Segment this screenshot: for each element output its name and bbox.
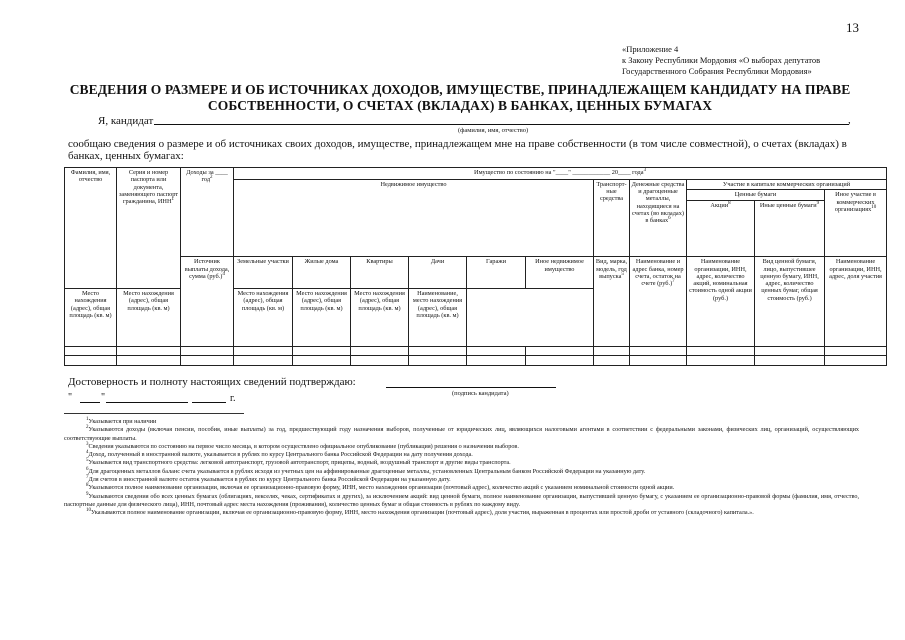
header-income-source-text: Источник выплаты дохода, сумма (руб.): [184, 258, 230, 280]
table-cell[interactable]: [234, 356, 293, 366]
footnote-text: Указываются доходы (включая пенсии, пособия, иные выплаты) за год, предшествующий году назначения выборов, полученные от юридических лиц, являющихся налоговыми агентами в соответствии с федеральными законами, физических лиц, организаций, осуществляющих соответствующие выплаты.: [64, 426, 859, 442]
appendix-line: «Приложение 4: [622, 44, 679, 54]
table-cell[interactable]: [117, 356, 181, 366]
table-cell[interactable]: [594, 346, 630, 355]
header-apartments-detail: Место нахождения (адрес), общая площадь (кв. м): [234, 288, 293, 346]
header-houses: Жилые дома: [293, 257, 351, 289]
header-other-securities: Иные ценные бумаги$^9$: [755, 201, 825, 257]
footnote: $^6$Для драгоценных металлов баланс счета указывается в рублях исходя из учетных цен на аффинированные драгоценные металлы, установленных Центральным банком Российской Федерации на указанную дату.: [86, 466, 646, 475]
table-cell[interactable]: [181, 356, 234, 366]
header-other-real-estate-detail: Наименование, место нахождения (адрес), общая площадь (кв. м): [409, 288, 467, 346]
title-line: СВЕДЕНИЯ О РАЗМЕРЕ И ОБ ИСТОЧНИКАХ ДОХОДОВ, ИМУЩЕСТВЕ, ПРИНАДЛЕЖАЩЕМ КАНДИДАТУ НА ПРАВЕ: [69, 82, 851, 97]
header-shares: Акции$^8$: [687, 201, 755, 257]
header-participation: Участие в капитале коммерческих организаций: [687, 179, 887, 190]
appendix-reference: [622, 44, 820, 77]
table-cell[interactable]: [351, 346, 409, 355]
header-houses-detail: Место нахождения (адрес), общая площадь (кв. м): [117, 288, 181, 346]
candidate-name-field[interactable]: [154, 124, 849, 125]
header-money: Денежные средства и драгоценные металлы, находящиеся на счетах (во вкладах) в банках$^6$: [630, 179, 687, 257]
footnote-text: Доход, полученный в иностранной валюте, указывается в рублях по курсу Центрального банка Российской Федерации на дату получения дохода.: [88, 451, 473, 459]
header-transport: Транспорт-ные средства: [594, 179, 630, 257]
footnote-text: Сведения указываются по состоянию на первое число месяца, в котором осуществлено официальное опубликование (публикация) решения о назначении выборов.: [88, 442, 519, 450]
header-garages-detail: Место нахождения (адрес), общая площадь (кв. м): [351, 288, 409, 346]
footnote: $^9$Указываются сведения обо всех ценных бумагах (облигациях, векселях, чеках, сертификатах и других), за исключением акций: вид ценной бумаги, полное наименование организации, выпустившей ценную бумагу, с указанием ее организационно-правовой формы (фамилия, имя, отчество, паспортные данные для физического лица), ИНН, почтовый адрес места нахождения (проживания), количество ценных бумаг и общая стоимость в рублях по каждому виду.: [64, 491, 859, 508]
table-cell[interactable]: [65, 356, 117, 366]
footnote: $^3$Сведения указываются по состоянию на первое число месяца, в котором осуществлено официальное опубликование (публикация) решения о назначении выборов.: [86, 441, 519, 450]
table-cell[interactable]: [630, 346, 687, 355]
header-shares-detail: Наименование организации, ИНН, адрес, количество акций, номинальная стоимость одной акции (руб.): [687, 257, 755, 347]
header-shares-text: Акции: [710, 202, 729, 210]
table-cell[interactable]: [181, 346, 234, 355]
declaration-table: [64, 167, 887, 366]
report-statement: сообщаю сведения о размере и об источниках своих доходов, имуществе, принадлежащем мне на праве собственности (в том числе совместной), о счетах (вкладах) в банках, ценных бумагах:: [68, 138, 847, 162]
header-land-detail: Место нахождения (адрес), общая площадь (кв. м): [65, 288, 117, 346]
table-cell[interactable]: [526, 346, 594, 355]
header-property-state-text: Имущество по состоянию на "____" ____________ 20____ года: [474, 169, 644, 176]
footnote: $^7$Для счетов в иностранной валюте остаток указывается в рублях по курсу Центрального банка Российской Федерации на указанную дату.: [86, 475, 451, 484]
header-land: Земельные участки: [234, 257, 293, 289]
header-apartments: Квартиры: [351, 257, 409, 289]
table-cell[interactable]: [825, 346, 887, 355]
appendix-line: к Закону Республики Мордовия «О выборах депутатов: [622, 55, 821, 65]
footnote: $^5$Указывается вид транспортного средства: легковой автотранспорт, грузовой автотранспорт, прицепы, водный, воздушный транспорт и другие виды транспорта.: [86, 458, 511, 467]
footnote: $^4$Доход, полученный в иностранной валюте, указывается в рублях по курсу Центрального банка Российской Федерации на дату получения дохода.: [86, 450, 473, 459]
table-cell[interactable]: [825, 356, 887, 366]
date-year-field[interactable]: [192, 402, 226, 403]
footnote: $^2$Указываются доходы (включая пенсии, пособия, иные выплаты) за год, предшествующий году назначения выборов, полученные от юридических лиц, являющихся налоговыми агентами в соответствии с федеральными законами, физических лиц, организаций, осуществляющих соответствующие выплаты.: [64, 425, 859, 442]
comma: ,: [848, 114, 851, 126]
header-income: Доходы за ____ год$^2$: [181, 168, 234, 257]
header-other-participation-text: Иное участие в коммерческих организациях: [834, 191, 876, 214]
table-cell[interactable]: [293, 356, 351, 366]
year-suffix: г.: [230, 393, 236, 404]
header-other-real-estate: Иное недвижимое имущество: [526, 257, 594, 289]
header-securities: Ценные бумаги: [687, 190, 825, 201]
footnote: $^{10}$Указываются полное наименование организации, включая ее организационно-правовую форму, ИНН, место нахождения организации (почтовый адрес), доля участия, выраженная в процентах или простой дроби от уставного (складочного) капитала.».: [86, 508, 754, 517]
header-other-participation: Иное участие в коммерческих организациях$^{10}$: [825, 190, 887, 257]
footnote-text: Указываются полное наименование организации, включая ее организационно-правовую форму, ИНН, место нахождения организации (почтовый адрес), доля участия, выраженная в процентах или простой дроби от уставного (складочного) капитала.».: [91, 509, 754, 517]
table-cell[interactable]: [526, 356, 594, 366]
title-line: СОБСТВЕННОСТИ, О СЧЕТАХ (ВКЛАДАХ) В БАНКАХ, ЦЕННЫХ БУМАГАХ: [207, 98, 713, 113]
table-cell[interactable]: [755, 346, 825, 355]
table-cell[interactable]: [234, 346, 293, 355]
date-close-quote: ": [101, 392, 106, 403]
header-money-detail: Наименование и адрес банка, номер счета, остаток на счете $(руб.)^7$: [630, 257, 687, 347]
document-title: [40, 82, 880, 114]
candidate-label: Я, кандидат: [98, 115, 154, 127]
candidate-name-hint: (фамилия, имя, отчество): [458, 127, 529, 134]
header-transport-detail: Вид, марка, модель, год выпуска$^5$: [594, 257, 630, 347]
header-fio: Фамилия, имя, отчество: [65, 168, 117, 289]
confirmation-statement: Достоверность и полноту настоящих сведений подтверждаю:: [68, 376, 356, 388]
header-garages: Гаражи: [467, 257, 526, 289]
footnote-text: Указывается при наличии: [88, 418, 157, 425]
header-other-securities-text: Иные ценные бумаги: [759, 202, 817, 210]
header-participation-detail: Наименование организации, ИНН, адрес, доля участия: [825, 257, 887, 347]
footnote-text: Для счетов в иностранной валюте остаток указывается в рублях по курсу Центрального банка Российской Федерации на указанную дату.: [88, 476, 451, 484]
table-cell[interactable]: [293, 346, 351, 355]
table-cell[interactable]: [687, 356, 755, 366]
page-number: 13: [846, 20, 859, 35]
appendix-line: Государственного Собрания Республики Мордовия»: [622, 66, 812, 76]
footnote-text: Для драгоценных металлов баланс счета указывается в рублях исходя из учетных цен на аффинированные драгоценные металлы, установленных Центральным банком Российской Федерации на указанную дату.: [88, 467, 646, 475]
header-passport-text: Серия и номер паспорта или документа, заменяющего паспорт гражданина, ИНН: [118, 169, 179, 206]
header-income-text: Доходы за ____ год: [186, 169, 228, 184]
table-cell[interactable]: [65, 346, 117, 355]
footnotes: [64, 418, 859, 518]
footnote-text: Указываются полное наименование организации, включая ее организационно-правовую форму, ИНН, место нахождения организации (почтовый адрес), количество акций с указанием номинальной стоимости одной акции.: [88, 484, 675, 492]
date-day-field[interactable]: [80, 402, 100, 403]
signature-hint: (подпись кандидата): [452, 390, 509, 397]
footnote-text: Указывается вид транспортного средства: легковой автотранспорт, грузовой автотранспорт, прицепы, водный, воздушный транспорт и другие виды транспорта.: [88, 459, 511, 467]
table-cell[interactable]: [117, 346, 181, 355]
footnote: $^1$Указывается при наличии: [86, 416, 157, 425]
date-open-quote: ": [68, 392, 73, 403]
signature-field[interactable]: [386, 387, 556, 388]
table-cell[interactable]: [594, 356, 630, 366]
table-row: [65, 346, 887, 355]
header-dachas: Дачи: [409, 257, 467, 289]
header-money-detail-text: Наименование и адрес банка, номер счета, остаток на счете (руб.): [632, 258, 684, 288]
table-cell[interactable]: [467, 346, 526, 355]
table-cell[interactable]: [409, 356, 467, 366]
table-cell[interactable]: [755, 356, 825, 366]
header-dachas-detail: Место нахождения (адрес), общая площадь (кв. м): [293, 288, 351, 346]
table-row: [65, 356, 887, 366]
table-cell[interactable]: [409, 346, 467, 355]
footnote-text: Указываются сведения обо всех ценных бумагах (облигациях, векселях, чеках, сертификатах и других), за исключением акций: вид ценной бумаги, полное наименование организации, выпустившей ценную бумагу, с указанием ее организационно-правовой формы (фамилия, имя, отчество, паспортные данные для физического лица), ИНН, почтовый адрес места нахождения (проживания), количество ценных бумаг и общая стоимость в рублях по каждому виду.: [64, 492, 859, 508]
table-cell[interactable]: [467, 356, 526, 366]
header-real-estate: Недвижимое имущество: [234, 179, 594, 257]
table-cell[interactable]: [630, 356, 687, 366]
table-cell[interactable]: [687, 346, 755, 355]
footnote-separator: [64, 413, 244, 414]
footnote: $^8$Указываются полное наименование организации, включая ее организационно-правовую форму, ИНН, место нахождения организации (почтовый адрес), количество акций с указанием номинальной стоимости одной акции.: [86, 483, 675, 492]
header-property-state: Имущество по состоянию на "____" ____________ 20____ года$^3$: [234, 168, 887, 180]
date-month-field[interactable]: [106, 402, 188, 403]
header-passport: Серия и номер паспорта или документа, заменяющего паспорт гражданина, ИНН$^1$: [117, 168, 181, 289]
header-money-text: Денежные средства и драгоценные металлы, находящиеся на счетах (во вкладах) в банках: [631, 180, 685, 225]
header-income-source: Источник выплаты дохода, сумма $(руб.)^4$: [181, 257, 234, 347]
header-transport-detail-text: Вид, марка, модель, год выпуска: [595, 258, 628, 280]
table-cell[interactable]: [351, 356, 409, 366]
header-other-securities-detail: Вид ценной бумаги, лицо, выпустившее ценную бумагу, ИНН, адрес, количество ценных бумаг, общая стоимость (руб.): [755, 257, 825, 347]
